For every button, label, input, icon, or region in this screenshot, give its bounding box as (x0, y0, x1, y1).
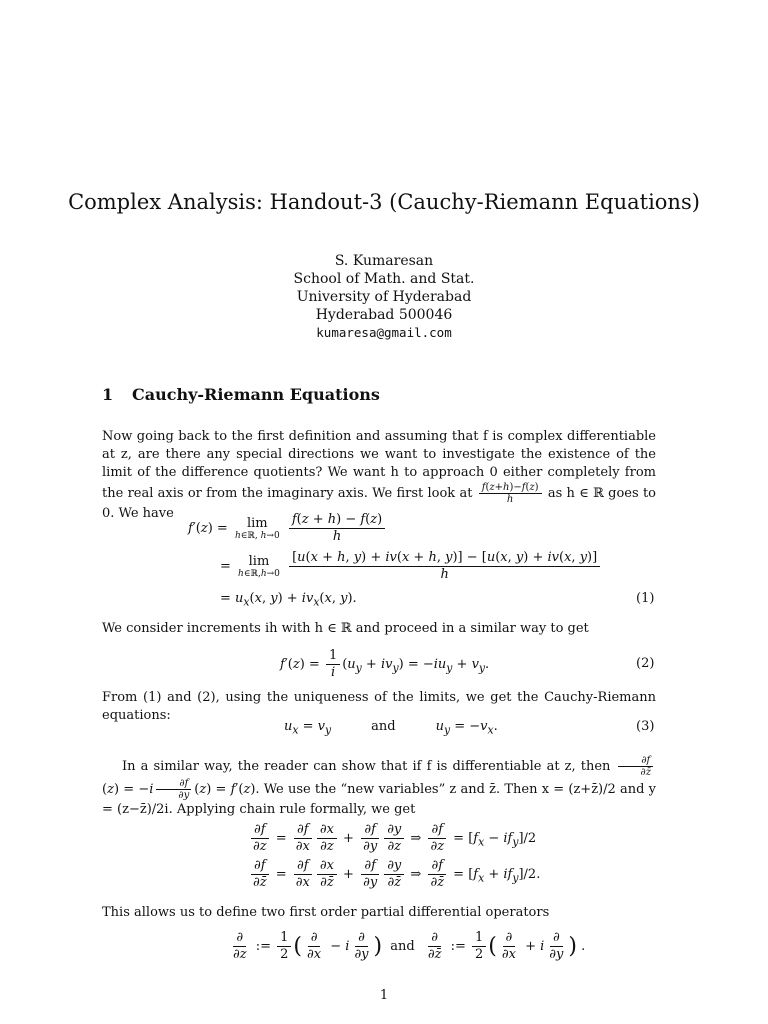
equation-2: f′(z) = $\frac{1}{i}$ $(u_y + iv_y) = -iu_y + v_y$. (280, 648, 490, 680)
equation-1-line-2: = lim h∈ℝ,h→0 $\frac{[u(x + h, y) + iv(x + h, y)] - [u(x, y) + iv(x, y)]}{h}$ (220, 550, 602, 583)
author-city: Hyderabad 500046 (315, 307, 453, 323)
operator-and: and (390, 939, 415, 954)
equation-1-line-3: = $u_x(x$, $y) + iv_x(x$, y). (220, 591, 357, 609)
equation-3: $u_x = v_y$ and $u_y = -v_x$. (284, 719, 498, 737)
paragraph-5: This allows us to define two first order partial differential operators (102, 905, 550, 920)
author-dept: School of Math. and Stat. (293, 271, 475, 287)
equation-label-1: (1) (636, 591, 655, 606)
chain-rule-z: $\frac{\partial f}{\partial z}$ = $\frac{\partial f}{\partial x}$ $\frac{\partial x}{\partial z}$ + $\frac{\partial f}{\partial y}$ $\frac{\partial y}{\partial z}$ ⇒ $\frac{\partial f}{\partial z}$ = $[f_x - if_y]/2$ (253, 822, 537, 854)
author-university: University of Hyderabad (296, 289, 472, 305)
equation-1-line-1: f′(z) = lim h∈ℝ, h→0 $\frac{f(z + h) - f(z)}{h}$ (188, 512, 387, 545)
equation-3-and: and (371, 719, 396, 734)
chain-rule-zbar: $\frac{\partial f}{\partial z̄}$ = $\frac{\partial f}{\partial x}$ $\frac{\partial x}{\partial z̄}$ + $\frac{\partial f}{\partial y}$ $\frac{\partial y}{\partial z̄}$ ⇒ $\frac{\partial f}{\partial z̄}$ = $[f_x + if_y]/2$. (253, 858, 541, 890)
page-number: 1 (379, 988, 389, 1003)
paragraph-1: Now going back to the first definition and assuming that f is complex differentiable at z, are there any special directions we want to investigate the existence of the limit of the difference quotients? We want h to approach 0 either completely from the real axis or from the imaginary axis. We first look at $\frac{f(z+h)-f(z)}{h}$ as h ∈ ℝ goes to 0. We have (102, 429, 656, 521)
author-name: S. Kumaresan (334, 253, 434, 269)
paragraph-4: In a similar way, the reader can show that if f is differentiable at z, then $\frac{\partial f}{\partial z̄}$ (z) = −i $\frac{\partial f}{\partial y}$ (z) = f′(z). We use the “new variables” z and z̄. Then x = (z+z̄)/2 and y = (z−z̄)/2i. Applying chain rule formally, we get (102, 755, 657, 817)
difference-quotient: $\frac{f(z+h)-f(z)}{h}$ (479, 482, 542, 505)
section-number: 1 (102, 385, 114, 404)
section-heading (102, 385, 380, 404)
operator-definitions: $\frac{\partial}{\partial z}$ := $\frac{1}{2}$ ( $\frac{\partial}{\partial x}$ − i $\frac{\partial}{\partial y}$ ) and $\frac{\partial}{\partial z̄}$ := $\frac{1}{2}$ ( $\frac{\partial}{\partial x}$ + i $\frac{\partial}{\partial y}$ ) . (233, 930, 586, 962)
document-title: Complex Analysis: Handout-3 (Cauchy-Riemann Equations) (68, 190, 700, 214)
section-title: Cauchy-Riemann Equations (132, 385, 380, 404)
author-email: kumaresa@gmail.com (316, 325, 452, 340)
paragraph-2: We consider increments ih with h ∈ ℝ and proceed in a similar way to get (102, 621, 589, 636)
paragraph-3: From (1) and (2), using the uniqueness of the limits, we get the Cauchy-Riemann equations: (102, 690, 656, 723)
author-block (0, 252, 768, 342)
equation-label-3: (3) (636, 719, 655, 734)
equation-label-2: (2) (636, 656, 655, 671)
